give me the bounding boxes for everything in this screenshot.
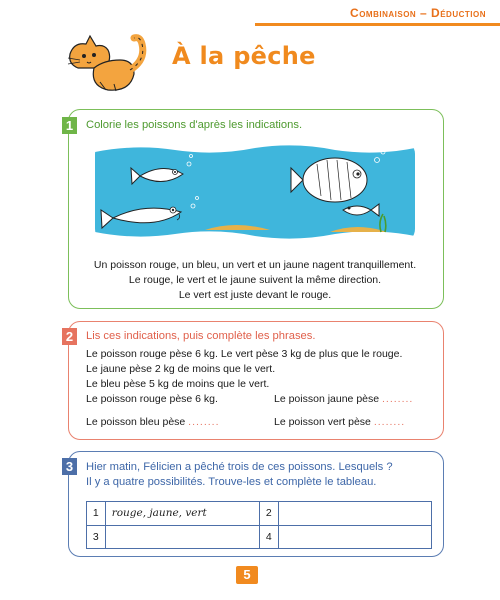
header-title: Combinaison – Déduction <box>350 6 486 20</box>
exercise-2-line-1: Le poisson rouge pèse 6 kg. Le vert pèse 3 kg de plus que le rouge. <box>86 348 403 360</box>
table-cell-number: 3 <box>87 525 106 549</box>
exercise-3-instruction-2: Il y a quatre possibilités. Trouve-les et complète le tableau. <box>86 476 377 488</box>
fill-vert-label: Le poisson vert pèse <box>274 416 371 428</box>
exercise-1-instruction: Colorie les poissons d'après les indications. <box>86 119 303 131</box>
table-cell-number: 1 <box>87 502 106 526</box>
table-cell-answer[interactable] <box>278 525 431 549</box>
fill-bleu-label: Le poisson bleu pèse <box>86 416 186 428</box>
fill-jaune-blank[interactable]: ........ <box>382 393 414 405</box>
table-row <box>87 502 432 526</box>
fill-vert[interactable] <box>274 416 405 428</box>
table-cell-number: 4 <box>259 525 278 549</box>
page-title: À la pêche <box>172 42 316 70</box>
fill-bleu[interactable] <box>86 416 220 428</box>
fill-jaune-label: Le poisson jaune pèse <box>274 393 380 405</box>
exercise-2-line-3: Le bleu pèse 5 kg de moins que le vert. <box>86 378 270 390</box>
table-cell-answer[interactable]: rouge, jaune, vert <box>105 502 259 526</box>
table-cell-answer[interactable] <box>105 525 259 549</box>
fill-vert-blank[interactable]: ........ <box>373 416 406 428</box>
exercise-1-line-2: Le rouge, le vert et le jaune suivent la même direction. <box>128 274 382 286</box>
exercise-3-number: 3 <box>62 458 77 475</box>
exercise-3-instruction-1: Hier matin, Félicien a pêché trois de ces poissons. Lesquels ? <box>86 461 393 473</box>
exercise-2-number: 2 <box>62 328 77 345</box>
exercise-2-line-2: Le jaune pèse 2 kg de moins que le vert. <box>86 363 276 375</box>
aquarium-illustration <box>95 140 415 243</box>
exercise-2-instruction: Lis ces indications, puis complète les phrases. <box>86 330 316 342</box>
table-cell-answer[interactable] <box>278 502 431 526</box>
cat-illustration <box>60 30 155 95</box>
answer-table <box>86 501 432 549</box>
fill-jaune[interactable] <box>274 393 413 405</box>
exercise-2-line-4: Le poisson rouge pèse 6 kg. <box>86 393 218 405</box>
fill-bleu-blank[interactable]: ........ <box>188 416 220 428</box>
exercise-1-line-3: Le vert est juste devant le rouge. <box>178 289 332 301</box>
exercise-1-line-1: Un poisson rouge, un bleu, un vert et un jaune nagent tranquillement. <box>93 259 417 271</box>
table-cell-number: 2 <box>259 502 278 526</box>
table-row <box>87 525 432 549</box>
exercise-1-number: 1 <box>62 117 77 134</box>
header-rule <box>255 23 500 26</box>
page-number: 5 <box>236 566 258 584</box>
